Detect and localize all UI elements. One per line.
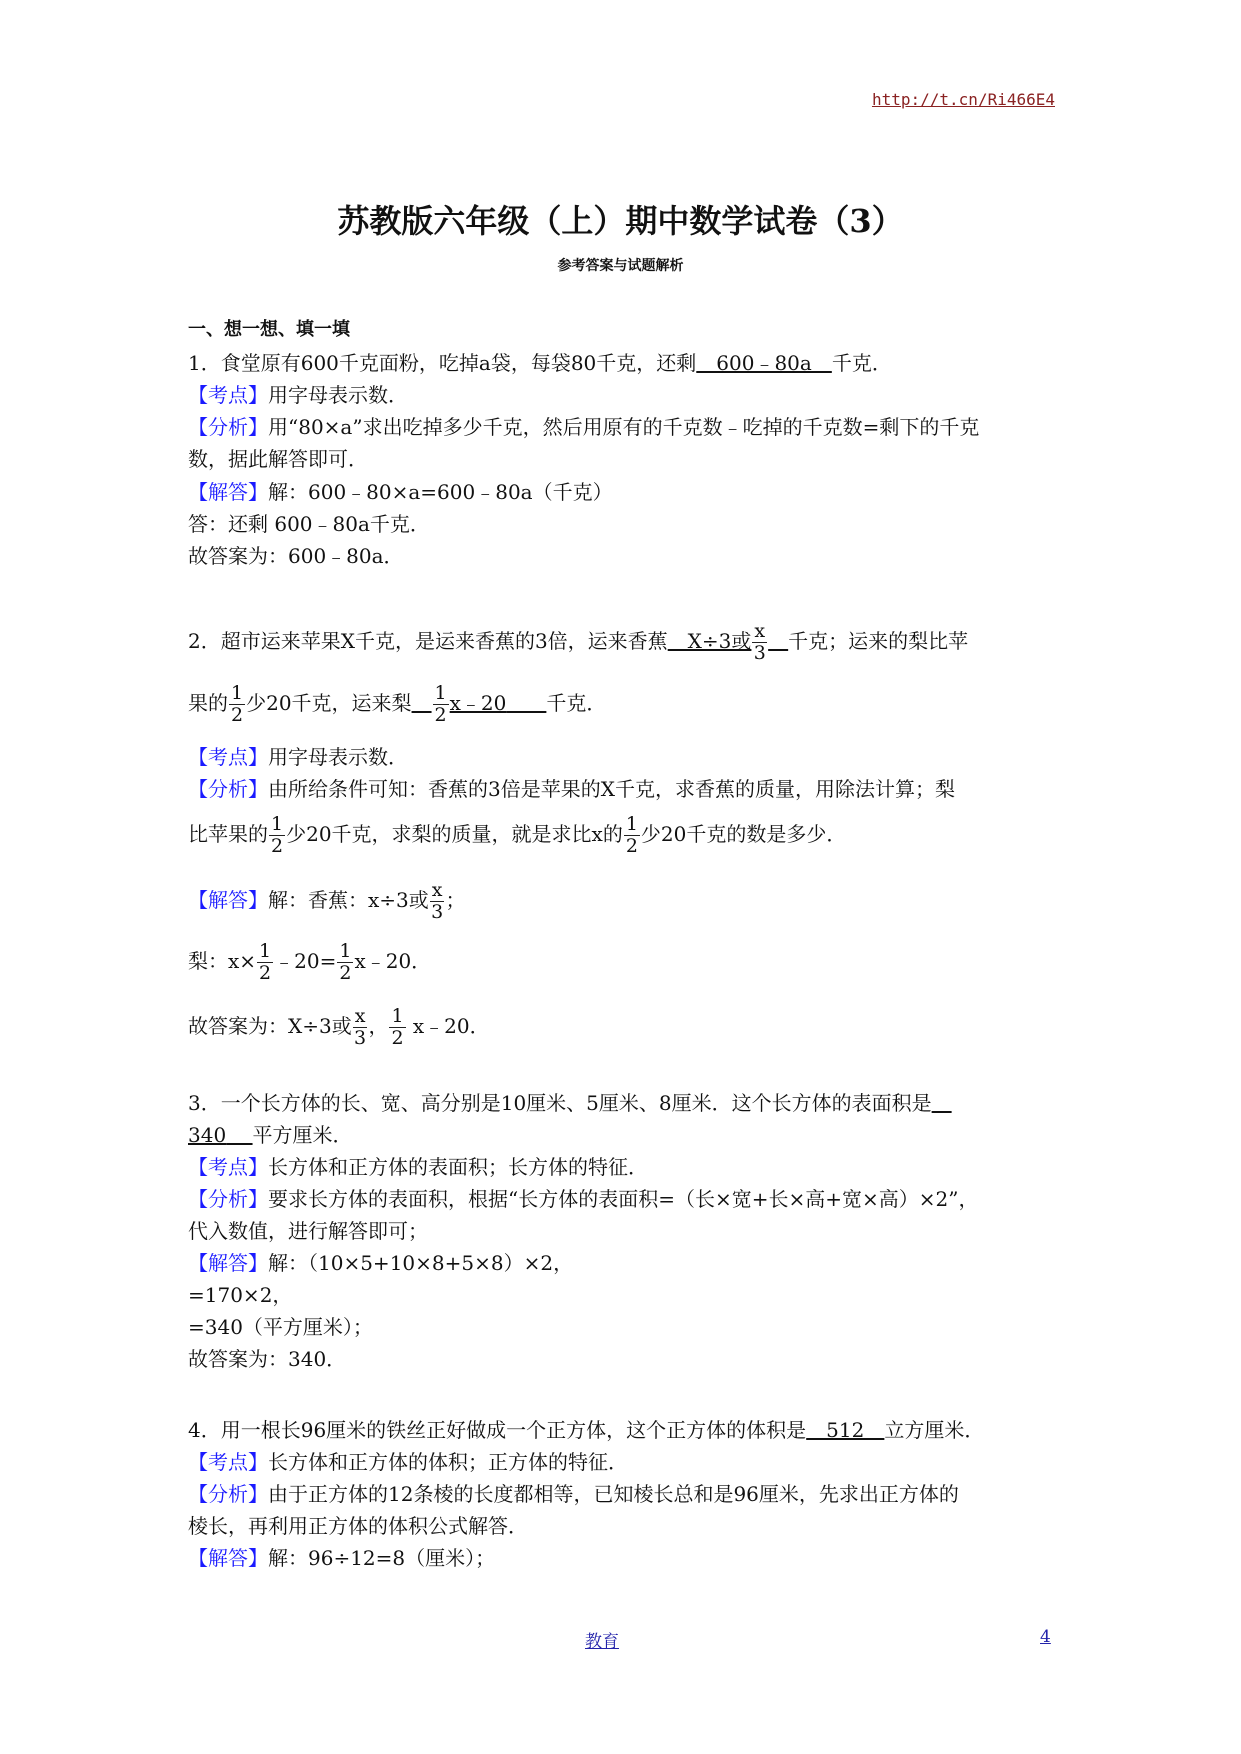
numerator: 1	[271, 813, 284, 835]
q4-jieda-text: 解：96÷12=8（厘米）；	[268, 1546, 496, 1570]
q3-text: 3．一个长方体的长、宽、高分别是10厘米、5厘米、8厘米．这个长方体的表面积是	[188, 1091, 932, 1115]
fraction-half	[433, 683, 449, 726]
q2-li-a: 梨：x×	[188, 949, 257, 973]
fraction-half	[337, 941, 353, 984]
q2-answer-2	[412, 682, 547, 726]
denominator: 2	[625, 835, 638, 857]
q2-question-1	[188, 616, 968, 666]
q3-kaodian-text: 长方体和正方体的表面积；长方体的特征．	[268, 1155, 648, 1179]
q3-question	[188, 1087, 952, 1119]
denominator: 3	[753, 642, 766, 664]
q4-question	[188, 1414, 984, 1446]
q1-kaodian	[188, 379, 408, 411]
q2-final-a: 故答案为：X÷3或	[188, 1014, 352, 1038]
q2-text-c: 果的	[188, 691, 228, 715]
q2-final	[188, 1001, 490, 1051]
denominator: 2	[259, 962, 272, 984]
q3-fenxi-text: 要求长方体的表面积，根据“长方体的表面积=（长×宽+长×高+宽×高）×2”，	[268, 1187, 979, 1211]
q3-question-2	[188, 1119, 353, 1151]
q2-fenxi-a: 比苹果的	[188, 822, 268, 846]
q4-jieda	[188, 1542, 495, 1574]
kaodian-label: 【考点】	[188, 1155, 268, 1179]
q1-final: 故答案为：600﹣80a．	[188, 544, 404, 568]
semicolon: ；	[445, 888, 466, 912]
denominator: 3	[354, 1027, 367, 1049]
numerator: 1	[625, 813, 638, 835]
fraction-x-over-3	[430, 880, 445, 923]
q1-fenxi	[188, 411, 979, 443]
q2-li-c: x﹣20．	[354, 949, 432, 973]
fenxi-label: 【分析】	[188, 1482, 268, 1506]
numerator: 1	[434, 682, 447, 704]
q1-fenxi-text: 用“80×a”求出吃掉多少千克，然后用原有的千克数﹣吃掉的千克数=剩下的千克	[268, 415, 980, 439]
fraction-half	[229, 683, 245, 726]
q2-answer-1	[667, 620, 788, 664]
q2-kaodian-text: 用字母表示数．	[268, 745, 408, 769]
q4-kaodian-text: 长方体和正方体的体积；正方体的特征．	[268, 1450, 628, 1474]
q1-fenxi-cont: 数，据此解答即可．	[188, 447, 368, 471]
q2-text-d: 少20千克，运来梨	[246, 691, 412, 715]
q4-text: 4．用一根长96厘米的铁丝正好做成一个正方体，这个正方体的体积是	[188, 1418, 807, 1442]
jieda-label: 【解答】	[188, 1251, 268, 1275]
fraction-x-over-3	[752, 621, 767, 664]
q2-text-e: 千克．	[546, 691, 607, 715]
q4-text-end: 立方厘米．	[884, 1418, 985, 1442]
denominator: 2	[271, 835, 284, 857]
q2-jieda-text: 解：香蕉：x÷3或	[268, 888, 429, 912]
fenxi-label: 【分析】	[188, 777, 268, 801]
q1-text-end: 千克．	[831, 351, 892, 375]
q3-fenxi	[188, 1183, 978, 1215]
q4-fenxi-text: 由于正方体的12条棱的长度都相等，已知棱长总和是96厘米，先求出正方体的	[268, 1482, 959, 1506]
q1-text: 1．食堂原有600千克面粉，吃掉a袋，每袋80千克，还剩	[188, 351, 697, 375]
jieda-label: 【解答】	[188, 1546, 268, 1570]
denominator: 2	[391, 1027, 404, 1049]
q3-fenxi-cont: 代入数值，进行解答即可；	[188, 1219, 428, 1243]
q3-jieda	[188, 1247, 573, 1279]
q1-answer: 600﹣80a	[696, 351, 832, 375]
q2-text: 2．超市运来苹果X千克，是运来香蕉的3倍，运来香蕉	[188, 629, 668, 653]
q3-blank-end	[226, 1123, 252, 1147]
page-title: 苏教版六年级（上）期中数学试卷（3）	[337, 202, 904, 240]
q3-jieda-text: 解：（10×5+10×8+5×8）×2，	[268, 1251, 574, 1275]
q3-step-2: =340（平方厘米）；	[188, 1315, 373, 1339]
numerator: 1	[391, 1005, 404, 1027]
q1-jieda-text: 解：600﹣80×a=600﹣80a（千克）	[268, 480, 613, 504]
comma: ，	[368, 1014, 389, 1038]
page-number[interactable]: 4	[1040, 1627, 1051, 1647]
q2-fenxi-c: 少20千克的数是多少．	[640, 822, 847, 846]
header-link[interactable]: http://t.cn/Ri466E4	[871, 90, 1055, 109]
q3-kaodian	[188, 1151, 648, 1183]
q2-fenxi-text: 由所给条件可知：香蕉的3倍是苹果的X千克，求香蕉的质量，用除法计算；梨	[268, 777, 955, 801]
numerator: 1	[231, 682, 244, 704]
fraction-half	[389, 1006, 405, 1049]
q3-final: 故答案为：340．	[188, 1347, 347, 1371]
denominator: 2	[231, 704, 244, 726]
footer-link[interactable]: 教育	[585, 1632, 619, 1652]
numerator: x	[431, 879, 443, 901]
q2-li	[188, 936, 431, 986]
numerator: x	[754, 620, 766, 642]
q2-kaodian	[188, 741, 408, 773]
jieda-label: 【解答】	[188, 888, 268, 912]
q3-answer: 340	[188, 1123, 227, 1147]
fraction-half	[257, 941, 273, 984]
fraction-half	[269, 814, 285, 857]
q1-kaodian-text: 用字母表示数．	[268, 383, 408, 407]
fraction-x-over-3	[353, 1006, 368, 1049]
section-heading: 一、想一想、填一填	[188, 319, 350, 340]
numerator: 1	[259, 940, 272, 962]
denominator: 3	[431, 901, 444, 923]
fenxi-label: 【分析】	[188, 1187, 268, 1211]
q4-fenxi	[188, 1478, 959, 1510]
kaodian-label: 【考点】	[188, 383, 268, 407]
q2-jieda	[188, 875, 465, 925]
q2-fenxi-cont	[188, 809, 846, 859]
q1-jieda	[188, 476, 613, 508]
q1-question	[188, 347, 892, 379]
q4-kaodian	[188, 1446, 628, 1478]
q3-text-end: 平方厘米．	[252, 1123, 353, 1147]
page-subtitle: 参考答案与试题解析	[557, 258, 684, 274]
q2-final-c: x﹣20．	[406, 1014, 490, 1038]
q4-fenxi-cont: 棱长，再利用正方体的体积公式解答．	[188, 1514, 528, 1538]
q2-fenxi	[188, 773, 955, 805]
q2-fenxi-b: 少20千克，求梨的质量，就是求比x的	[286, 822, 623, 846]
q2-answer-1-text: X÷3或	[667, 629, 752, 653]
denominator: 2	[339, 962, 352, 984]
kaodian-label: 【考点】	[188, 745, 268, 769]
kaodian-label: 【考点】	[188, 1450, 268, 1474]
denominator: 2	[434, 704, 447, 726]
fraction-half	[624, 814, 640, 857]
q3-step-1: =170×2，	[188, 1283, 293, 1307]
q4-answer: 512	[806, 1418, 885, 1442]
q2-answer-2-text: x﹣20	[449, 691, 507, 715]
jieda-label: 【解答】	[188, 480, 268, 504]
q2-li-b: ﹣20=	[274, 949, 337, 973]
q2-text-b: 千克；运来的梨比苹	[788, 629, 969, 653]
numerator: 1	[339, 940, 352, 962]
q2-question-2	[188, 678, 606, 728]
fenxi-label: 【分析】	[188, 415, 268, 439]
q3-blank	[932, 1091, 952, 1115]
numerator: x	[354, 1005, 366, 1027]
q1-answer-line: 答：还剩 600﹣80a千克．	[188, 512, 430, 536]
